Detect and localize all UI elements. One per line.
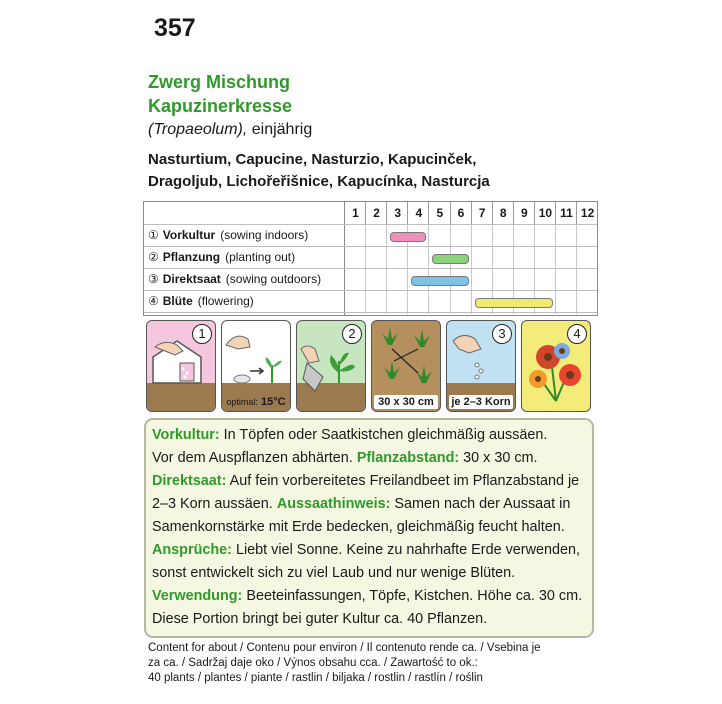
step-icon: ④	[148, 294, 159, 308]
month-gridline	[428, 224, 450, 314]
label-divider	[344, 202, 366, 315]
requirements-text: Liebt viel Sonne. Keine zu nahrhafte Erde verwenden,	[231, 542, 580, 558]
activity-english: (planting out)	[225, 250, 296, 264]
month-header-10: 10	[534, 202, 556, 224]
step-icon: ②	[148, 250, 159, 264]
step-icon: ③	[148, 272, 159, 286]
row-divider	[144, 290, 597, 291]
spacing-key: Pflanzabstand:	[356, 450, 460, 466]
info-line-3	[152, 473, 579, 489]
info-line-1	[152, 427, 547, 443]
row-divider	[144, 224, 597, 225]
step-1-badge: 1	[192, 324, 212, 344]
latin-name: (Tropaeolum),	[148, 121, 248, 138]
usage-text: Beeteinfassungen, Töpfe, Kistchen. Höhe ca. 30 cm.	[242, 588, 583, 604]
month-header-12: 12	[576, 202, 598, 224]
item-number: 357	[154, 14, 196, 42]
month-header-9: 9	[513, 202, 535, 224]
annual-label: einjährig	[247, 121, 313, 138]
month-header-7: 7	[471, 202, 493, 224]
instructions-box	[144, 418, 594, 638]
info-line-6	[152, 542, 580, 558]
footer-line-3: 40 plants / plantes / piante / rastlin / biljaka / rostlin / rastlín / roślin	[148, 672, 483, 684]
month-header-5: 5	[428, 202, 450, 224]
pictogram-flowering	[521, 320, 591, 412]
activity-english: (sowing outdoors)	[225, 272, 322, 286]
footer-line-2: za ca. / Sadržaj daje oko / Výnos obsahu cca. / Zawartość to ok.:	[148, 657, 478, 669]
seed-count-text: 2–3 Korn aussäen.	[152, 496, 277, 512]
spacing-text: 30 x 30 cm.	[459, 450, 538, 466]
month-gridline	[555, 224, 577, 314]
vorkultur-key: Vorkultur:	[152, 427, 220, 443]
period-bar-1	[390, 232, 426, 242]
sowing-hint-key: Aussaathinweis:	[276, 496, 391, 512]
row-divider	[144, 246, 597, 247]
month-gridline	[450, 224, 472, 314]
spacing-badge: 30 x 30 cm	[374, 395, 438, 409]
month-gridline	[576, 224, 598, 314]
temperature-value: 15°C	[261, 396, 286, 408]
hardening-text: Vor dem Auspflanzen abhärten.	[152, 450, 357, 466]
month-header-11: 11	[555, 202, 577, 224]
sowing-calendar	[143, 201, 598, 316]
calendar-row-label	[148, 250, 295, 264]
activity-label: Pflanzung	[162, 250, 221, 264]
month-header-8: 8	[492, 202, 514, 224]
row-divider	[144, 312, 597, 313]
content-footer	[148, 641, 541, 686]
activity-label: Vorkultur	[162, 228, 216, 242]
seed-count-badge: je 2–3 Korn	[449, 395, 513, 409]
footer-line-1: Content for about / Contenu pour environ / Il contenuto rende ca. / Vsebina je	[148, 642, 541, 654]
month-gridline	[365, 224, 387, 314]
requirements-key: Ansprüche:	[152, 542, 232, 558]
info-line-8	[152, 588, 582, 604]
activity-label: Blüte	[162, 294, 193, 308]
translated-names-2: Dragoljub, Lichořeřišnice, Kapucínka, Nasturcja	[148, 173, 490, 190]
usage-key: Verwendung:	[152, 588, 243, 604]
calendar-row-label	[148, 272, 321, 286]
month-header-2: 2	[365, 202, 387, 224]
step-2-badge: 2	[342, 324, 362, 344]
month-header-1: 1	[344, 202, 366, 224]
activity-english: (sowing indoors)	[220, 228, 309, 242]
step-3-badge: 3	[492, 324, 512, 344]
info-line-4	[152, 496, 570, 512]
pictogram-sowing-indoors	[146, 320, 216, 412]
month-header-4: 4	[407, 202, 429, 224]
calendar-row-label	[148, 294, 254, 308]
month-header-6: 6	[450, 202, 472, 224]
info-line-7: sonst entwickelt sich zu viel Laub und nur wenige Blüten.	[152, 565, 516, 581]
direktsaat-text: Auf fein vorbereitetes Freilandbeet im Pflanzabstand je	[226, 473, 580, 489]
info-line-9: Diese Portion bringt bei guter Kultur ca. 40 Pflanzen.	[152, 611, 488, 627]
info-line-2	[152, 450, 538, 466]
variety-name: Zwerg Mischung	[148, 72, 291, 92]
row-divider	[144, 268, 597, 269]
period-bar-4	[475, 298, 553, 308]
direktsaat-key: Direktsaat:	[152, 473, 227, 489]
pictogram-sowing-outdoors	[446, 320, 516, 412]
pictogram-planting-out	[296, 320, 366, 412]
latin-name-line	[148, 121, 312, 139]
pictogram-germination	[221, 320, 291, 412]
sowing-hint-text: Samen nach der Aussaat in	[390, 496, 571, 512]
activity-label: Direktsaat	[162, 272, 221, 286]
pictogram-spacing	[371, 320, 441, 412]
period-bar-3	[411, 276, 468, 286]
translated-names-1: Nasturtium, Capucine, Nasturzio, Kapucinček,	[148, 151, 477, 168]
step-icon: ①	[148, 228, 159, 242]
info-line-5: Samenkornstärke mit Erde bedecken, gleichmäßig feucht halten.	[152, 519, 565, 535]
temperature-prefix: optimal:	[226, 397, 258, 407]
step-4-badge: 4	[567, 324, 587, 344]
month-header-3: 3	[386, 202, 408, 224]
activity-english: (flowering)	[197, 294, 254, 308]
plant-name: Kapuzinerkresse	[148, 96, 293, 116]
calendar-row-label	[148, 228, 308, 242]
temperature-badge	[224, 395, 288, 409]
vorkultur-text: In Töpfen oder Saatkistchen gleichmäßig aussäen.	[219, 427, 548, 443]
period-bar-2	[432, 254, 468, 264]
